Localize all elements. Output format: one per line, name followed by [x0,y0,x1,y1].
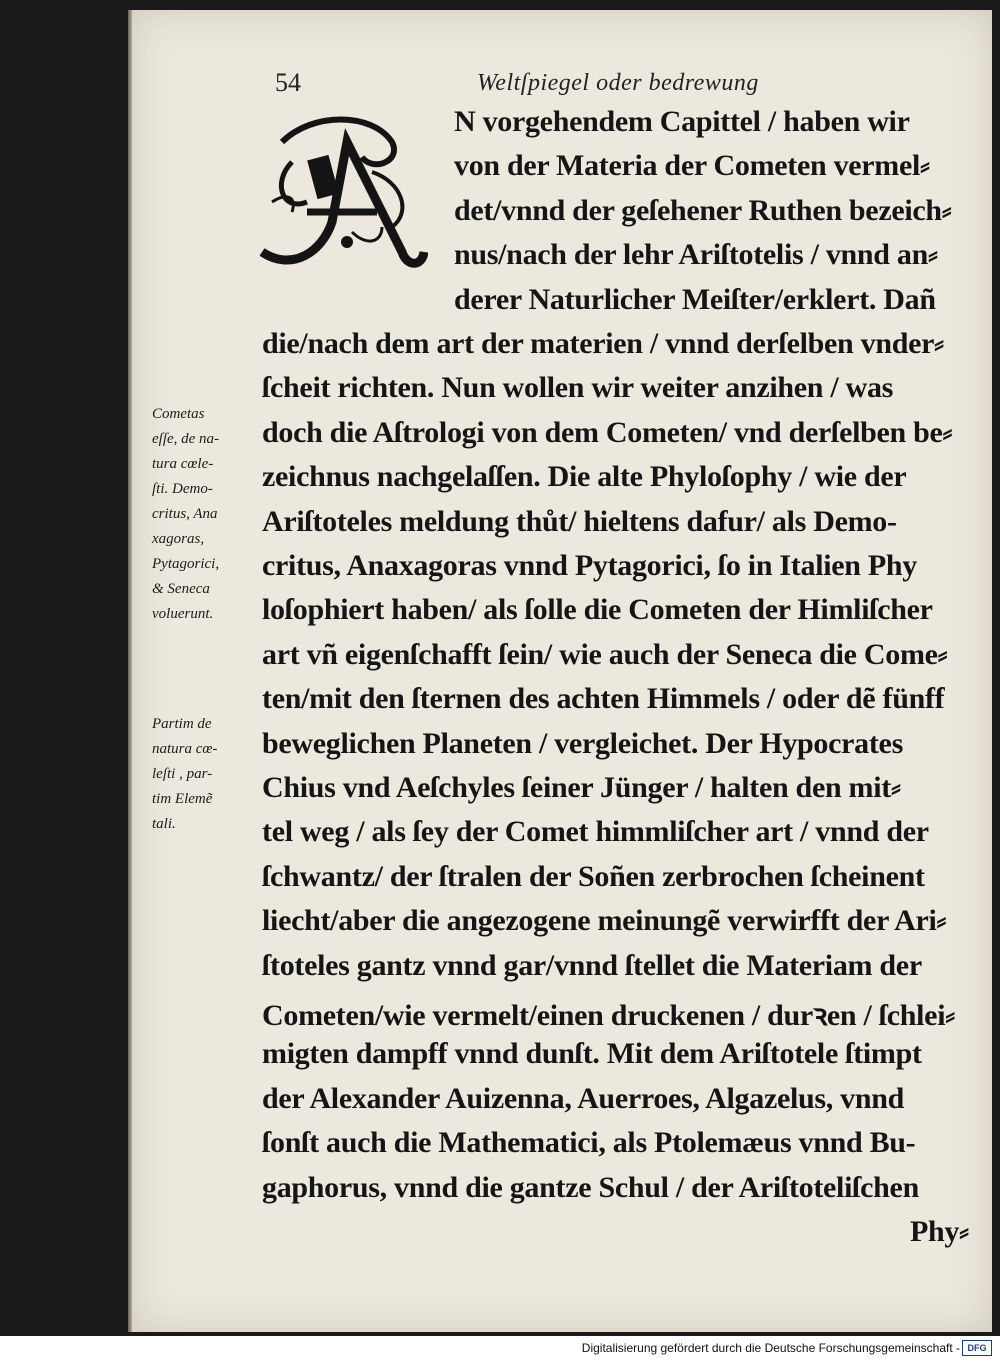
text-line: det/vnnd der geſehener Ruthen bezeich⸗ [454,193,952,227]
decorated-initial [252,102,428,280]
marginal-note-line: tura cœle- [152,456,214,472]
marginal-note-line: Cometas [152,406,205,422]
running-head-title: Weltſpiegel oder bedrewung [477,70,759,96]
text-line: zeichnus nachgelaſſen. Die alte Phyloſophy / wie der [262,460,907,494]
marginal-note-line: leſti , par- [152,766,213,782]
text-line: loſophiert haben/ als ſolle die Cometen der Himliſcher [262,593,933,627]
page-number: 54 [275,68,301,97]
text-line: Cometen/wie vermelt/einen druckenen / durꝛen / ſchlei⸗ [262,999,955,1032]
text-line: Phy⸗ [910,1215,969,1248]
text-line: art vñ eigenſchafft ſein/ wie auch der Seneca die Come⸗ [262,637,948,671]
footer-credit: Digitalisierung gefördert durch die Deutsche Forschungsgemeinschaft - [581,1341,960,1355]
dfg-logo-icon: DFG [962,1340,992,1356]
text-line: ten/mit den ſternen des achten Himmels / oder dẽ fünff [262,682,945,716]
text-line: doch die Aſtrologi von dem Cometen/ vnd derſelben be⸗ [262,415,953,449]
marginal-note-line: Partim de [152,716,212,732]
marginal-note-line: tim Elemẽ [152,791,213,807]
digitization-footer [0,1336,1000,1361]
text-line: nus/nach der lehr Ariſtotelis / vnnd an⸗ [454,238,938,272]
text-line: gaphorus, vnnd die gantze Schul / der Ariſtoteliſchen [262,1170,919,1204]
text-line: tel weg / als ſey der Comet himmliſcher art / vnnd der [262,815,929,849]
text-line: migten dampff vnnd dunſt. Mit dem Ariſtotele ſtimpt [262,1037,922,1071]
text-line: liecht/aber die angezogene meinungẽ verwirfft der Ari⸗ [262,904,947,938]
text-line: von der Materia der Cometen vermel⸗ [454,149,930,183]
marginal-note-line: & Seneca [152,581,210,597]
marginal-note-line: Pytagorici, [152,556,220,572]
text-line: Chius vnd Aeſchyles ſeiner Jünger / halten den mit⸗ [262,771,901,804]
text-line: critus, Anaxagoras vnnd Pytagorici, ſo in Italien Phy [262,549,917,582]
marginal-note-line: eſſe, de na- [152,431,220,447]
text-line: Ariſtoteles meldung thůt/ hieltens dafur/ als Demo- [262,504,897,538]
marginal-note-line: voluerunt. [152,606,214,622]
text-line: der Alexander Auizenna, Auerroes, Algazelus, vnnd [262,1081,905,1115]
text-line: derer Naturlicher Meiſter/erklert. Dañ [454,282,936,316]
text-line: die/nach dem art der materien / vnnd derſelben vnder⸗ [262,327,944,360]
text-line: ſcheit richten. Nun wollen wir weiter anzihen / was [262,371,894,405]
marginal-note-line: critus, Ana [152,506,218,522]
book-page [132,10,992,1332]
text-line: ſonſt auch die Mathematici, als Ptolemæus vnnd Bu- [262,1126,916,1160]
marginal-note-line: natura cœ- [152,741,218,757]
decorated-initial-a-icon [252,102,428,280]
marginal-note-line: xagoras, [152,531,205,547]
marginal-note-line: tali. [152,816,176,832]
text-line: ſtoteles gantz vnnd gar/vnnd ſtellet die Materiam der [262,948,922,982]
text-line: N vorgehendem Capittel / haben wir [454,105,910,138]
marginal-note-line: ſti. Demo- [152,481,213,497]
text-line: ſchwantz/ der ſtralen der Soñen zerbrochen ſcheinent [262,859,925,893]
marginal-note-1 [152,402,260,627]
text-line: beweglichen Planeten / vergleichet. Der Hypocrates [262,726,903,760]
marginal-note-2 [152,712,260,837]
